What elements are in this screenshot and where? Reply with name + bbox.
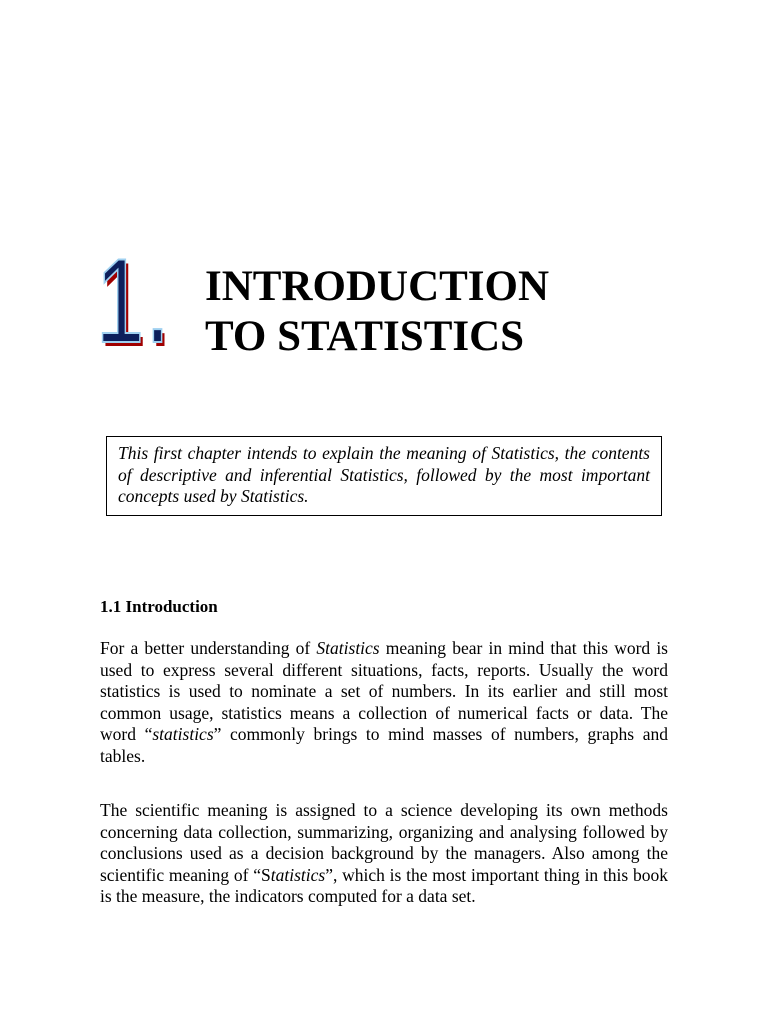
chapter-title-line-2: TO STATISTICS bbox=[205, 313, 525, 360]
section-heading: 1.1 Introduction bbox=[100, 597, 218, 616]
paragraph-2-emphasis-a: tatistics bbox=[270, 864, 326, 885]
paragraph-2-text-b: ”, which is the most important thing in this book is the measure, the indicators computed for a data set. bbox=[100, 864, 668, 907]
chapter-title bbox=[205, 262, 685, 362]
chapter-number: 1. bbox=[96, 234, 171, 368]
paragraph-1-text-b: meaning bear in mind that this word is used to express several different situations, facts, reports. Usually the word statistics is used to nominate a set of numbers. In its earlier and still most common usage, statistics means a collection of numerical facts or data. The word “ bbox=[100, 638, 668, 745]
paragraph-1-emphasis-a: Statistics bbox=[316, 638, 380, 658]
paragraph-1 bbox=[100, 638, 668, 768]
chapter-abstract-box bbox=[106, 436, 662, 516]
paragraph-1-emphasis-b: statistics bbox=[152, 724, 214, 745]
chapter-title-line-1: INTRODUCTION bbox=[205, 263, 550, 310]
paragraph-2 bbox=[100, 800, 668, 908]
paragraph-1-text-a: For a better understanding of bbox=[100, 638, 317, 658]
paragraph-1-text-c: ” commonly brings to mind masses of numbers, graphs and tables. bbox=[100, 724, 668, 766]
chapter-abstract-text: This first chapter intends to explain the meaning of Statistics, the contents of descriptive and inferential Statistics, followed by the most important concepts used by Statistics. bbox=[118, 443, 650, 506]
paragraph-2-text-a: The scientific meaning is assigned to a science developing its own methods concerning data collection, summarizing, organizing and analysing followed by conclusions used as a decision background by the managers. Also among the scientific meaning of “S bbox=[100, 800, 668, 885]
